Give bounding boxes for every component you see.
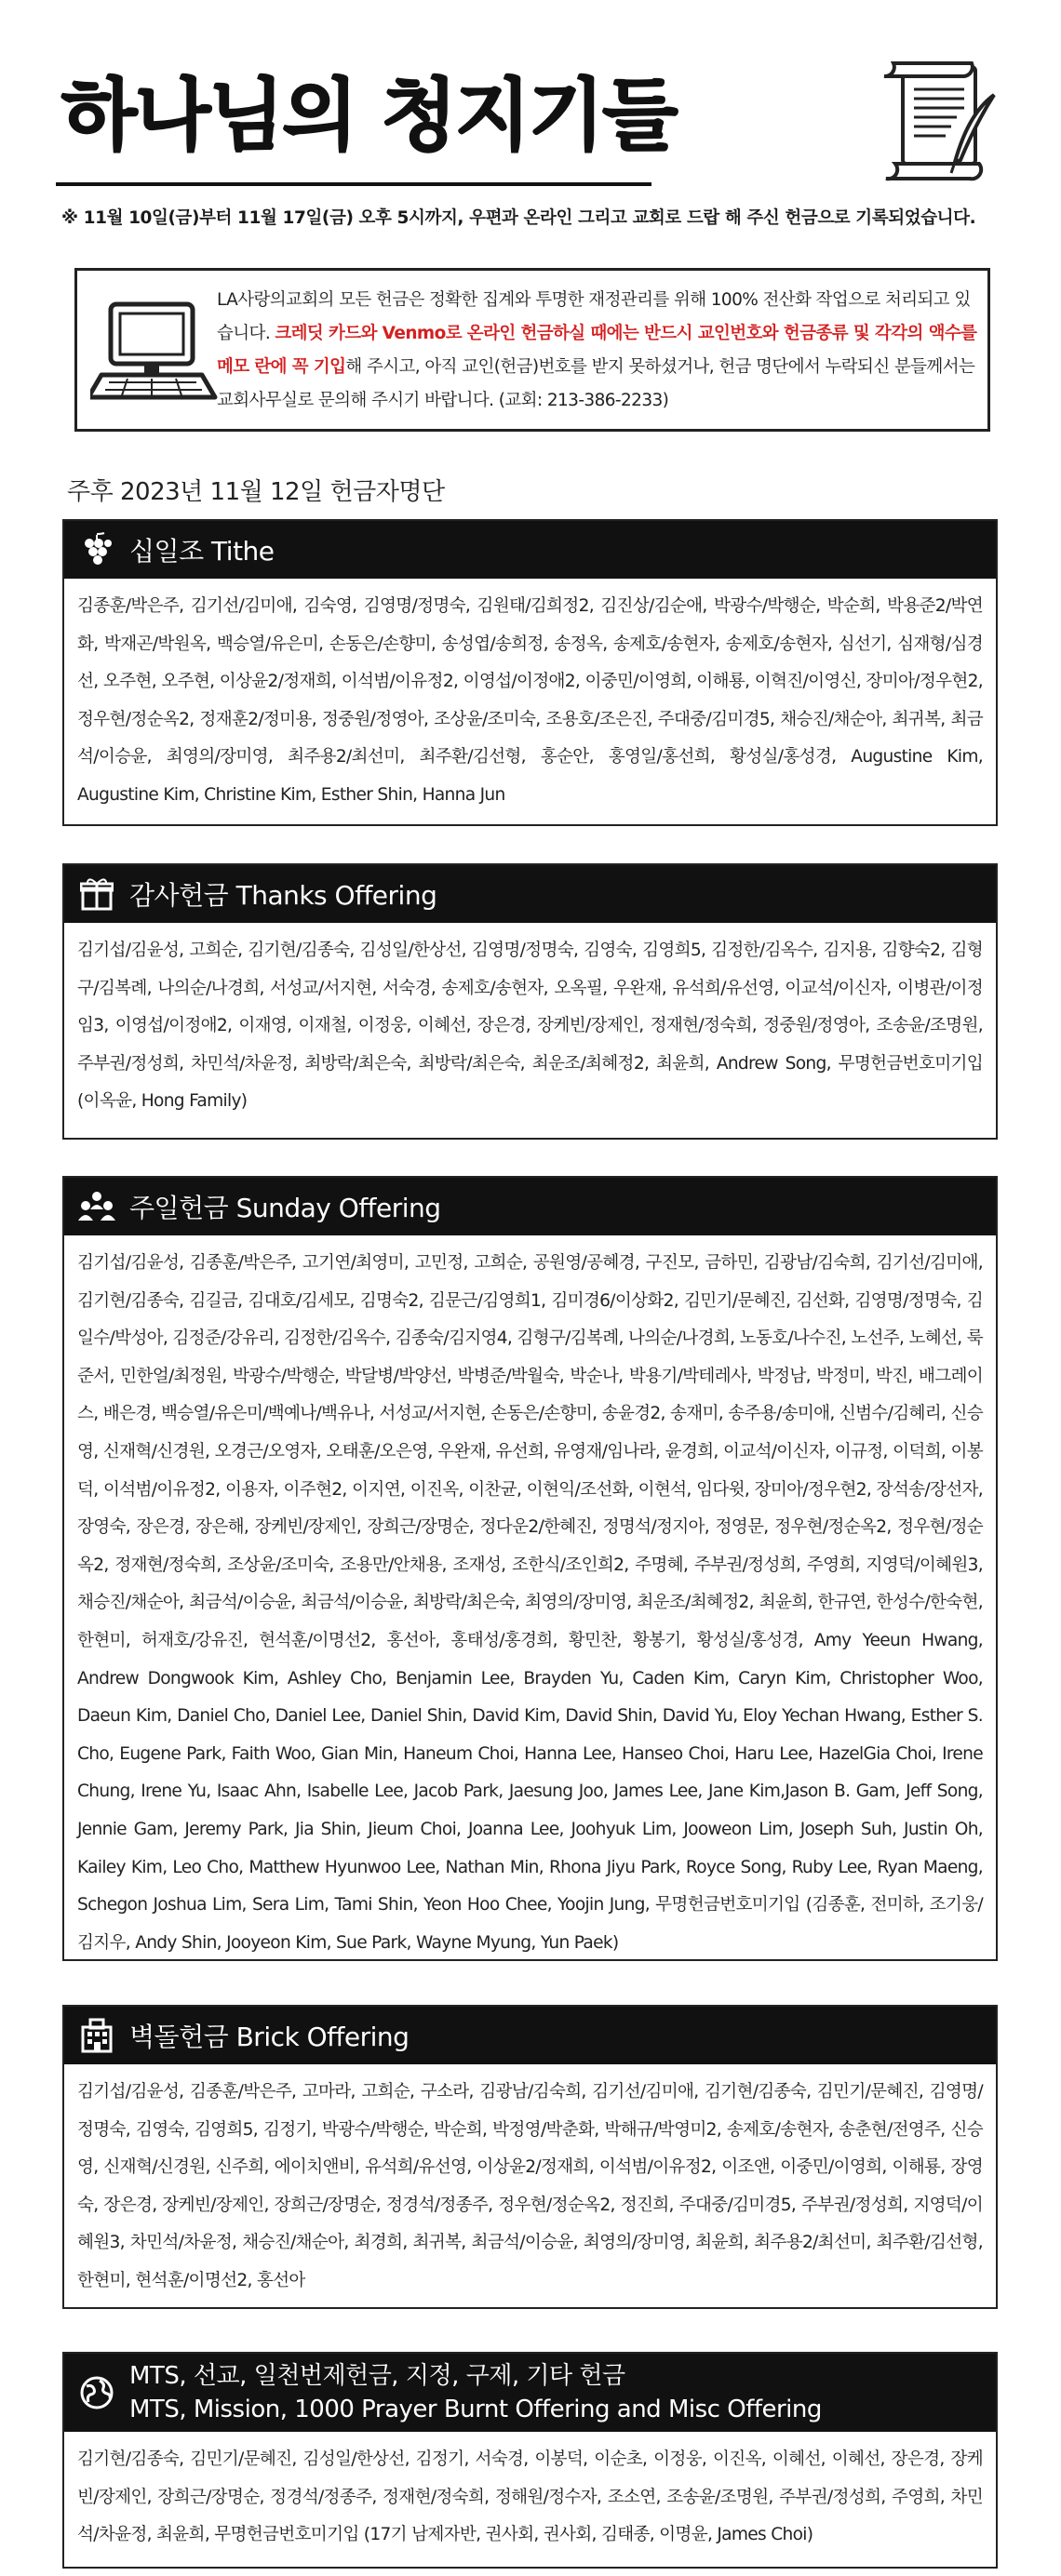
info-text bbox=[217, 284, 978, 418]
section-header bbox=[64, 521, 996, 579]
section-brick bbox=[62, 2005, 998, 2309]
building-icon bbox=[77, 2016, 116, 2055]
donor-list: 김기섭/김윤성, 고희순, 김기현/김종숙, 김성일/한상선, 김영명/정명숙, 김영숙, 김영희5, 김정한/김옥수, 김지용, 김향숙2, 김형구/김복례, 나의순/나경희, 서성교/서지현, 서숙경, 송제호/송현자, 오옥필, 우완재, 유석희/유선영, 이교석/이신자, 이병관/이정임3, 이영섭/이정애2, 이재영, 이재철, 이정웅, 이혜선, 장은경, 장케빈/장제인, 정재현/정숙희, 정중원/정영아, 조송윤/조명원, 주부권/정성희, 차민석/차윤정, 최방락/최은숙, 최방락/최은숙, 최운조/최혜정2, 최윤희, Andrew Song, 무명헌금번호미기입 (이옥윤, Hong Family) bbox=[77, 941, 983, 1112]
week-title: 주후 2023년 11월 12일 헌금자명단 bbox=[67, 478, 445, 506]
people-icon bbox=[77, 1187, 116, 1226]
section-mts bbox=[62, 2352, 998, 2569]
section-subtitle: MTS, Mission, 1000 Prayer Burnt Offering and Misc Offering bbox=[129, 2396, 822, 2423]
document-quill-icon bbox=[877, 58, 998, 197]
section-title-group bbox=[129, 2359, 822, 2426]
section-tithe bbox=[62, 519, 998, 826]
recording-notice: ※ 11월 10일(금)부터 11월 17일(금) 오후 5시까지, 우편과 온라인 그리고 교회로 드랍 해 주신 헌금으로 기록되었습니다. bbox=[61, 208, 976, 228]
globe-icon bbox=[77, 2373, 116, 2412]
section-thanks bbox=[62, 863, 998, 1140]
section-header bbox=[64, 2007, 996, 2064]
grapes-icon bbox=[77, 530, 116, 569]
section-header bbox=[64, 865, 996, 923]
donor-list: 김기섭/김윤성, 김종훈/박은주, 고마라, 고희순, 구소라, 김광남/김숙희, 김기선/김미애, 김기현/김종숙, 김민기/문혜진, 김영명/정명숙, 김영숙, 김영희5, 김정기, 박광수/박행순, 박순희, 박정영/박춘화, 박해규/박영미2, 송제호/송현자, 송춘현/전영주, 신승영, 신재혁/신경원, 신주희, 에이치앤비, 유석희/유선영, 이상윤2/정재희, 이석범/이유정2, 이조앤, 이중민/이영희, 이해룡, 장영숙, 장은경, 장케빈/장제인, 장희근/장명순, 정경석/정종주, 정우현/정순옥2, 정진희, 주대중/김미경5, 주부권/정성희, 지영덕/이혜원3, 차민석/차윤정, 채승진/채순아, 최경희, 최귀복, 최금석/이승윤, 최영의/장미영, 최윤희, 최주용2/최선미, 최주환/김선형, 한현미, 현석훈/이명선2, 홍선아 bbox=[77, 2082, 983, 2290]
title-underline bbox=[56, 182, 651, 186]
page-title: 하나님의 청지기들 bbox=[61, 70, 677, 161]
info-text-highlight: 크레딧 카드와 Venmo로 온라인 헌금하실 때에는 반드시 교인번호와 헌금종류 및 각각의 액수를 메모 란에 꼭 기입 bbox=[217, 324, 977, 377]
donor-list: 김기섭/김윤성, 김종훈/박은주, 고기연/최영미, 고민정, 고희순, 공원영/공혜경, 구진모, 금하민, 김광남/김숙희, 김기선/김미애, 김기현/김종숙, 김길금, 김대호/김세모, 김명숙2, 김문근/김영희1, 김미경6/이상화2, 김민기/문혜진, 김선화, 김영명/정명숙, 김일수/박성아, 김정준/강유리, 김정한/김옥수, 김종숙/김지영4, 김형구/김복례, 나의순/나경희, 노동호/나수진, 노선주, 노혜선, 룩준서, 민한얼/최정원, 박광수/박행순, 박달병/박양선, 박병준/박월숙, 박순나, 박용기/박테레사, 박정남, 박정미, 박진, 배그레이스, 배은경, 백승열/유은미/백예나/백유나, 서성교/서지현, 손동은/손향미, 송윤경2, 송재미, 송주용/송미애, 신범수/김혜리, 신승영, 신재혁/신경원, 오경근/오영자, 오태훈/오은영, 우완재, 유선희, 유영재/임나라, 윤경희, 이교석/이신자, 이규정, 이덕희, 이봉덕, 이석범/이유정2, 이용자, 이주현2, 이지연, 이진옥, 이찬균, 이현익/조선화, 이현석, 임다윗, 장미아/정우현2, 장석송/장선자, 장영숙, 장은경, 장은해, 장케빈/장제인, 장희근/장명순, 정다운2/한혜진, 정명석/정지아, 정영문, 정우현/정순옥2, 정우현/정순옥2, 정재현/정숙희, 조상윤/조미숙, 조용만/안채용, 조재성, 조한식/조인희2, 주명혜, 주부권/정성희, 주영희, 지영덕/이혜원3, 채승진/채순아, 최금석/이승윤, 최금석/이승윤, 최방락/최은숙, 최영의/장미영, 최운조/최혜정2, 최윤희, 한규연, 한성수/한숙현, 한현미, 허재호/강유진, 현석훈/이명선2, 홍선아, 홍태성/홍경희, 황민찬, 황봉기, 황성실/홍성경, Amy Yeeun Hwang, Andrew Dongwook Kim, Ashley Cho, Benjamin Lee, Brayden Yu, Caden Kim, Caryn Kim, Christopher Woo, Daeun Kim, Daniel Cho, Daniel Lee, Daniel Shin, David Kim, David Shin, David Yu, Eloy Yechan Hwang, Esther S. Cho, Eugene Park, Faith Woo, Gian Min, Haneum Choi, Hanna Lee, Hanseo Choi, Haru Lee, HazelGia Choi, Irene Chung, Irene Yu, Isaac Ahn, Isabelle Lee, Jacob Park, Jaesung Joo, James Lee, Jane Kim,Jason B. Gam, Jeff Song, Jennie Gam, Jeremy Park, Jia Shin, Jieum Choi, Joanna Lee, Joohyuk Lim, Jooweon Lim, Joseph Suh, Justin Oh, Kailey Kim, Leo Cho, Matthew Hyunwoo Lee, Nathan Min, Rhona Jiyu Park, Royce Song, Ruby Lee, Ryan Maeng, Schegon Joshua Lim, Sera Lim, Tami Shin, Yeon Hoo Chee, Yoojin Jung, 무명헌금번호미기입 (김종훈, 전미하, 조기웅/김지우, Andy Shin, Jooyeon Kim, Sue Park, Wayne Myung, Yun Paek) bbox=[77, 1253, 983, 1953]
section-header bbox=[64, 1178, 996, 1235]
donor-list: 김기현/김종숙, 김민기/문혜진, 김성일/한상선, 김정기, 서숙경, 이봉덕, 이순초, 이정웅, 이진옥, 이혜선, 이혜선, 장은경, 장케빈/장제인, 장희근/장명순, 정경석/정종주, 정재현/정숙희, 정해원/정수자, 조소연, 조송윤/조명원, 주부권/정성희, 주영희, 차민석/차윤정, 최윤희, 무명헌금번호미기입 (17기 남제자반, 권사회, 권사회, 김태종, 이명윤, James Choi) bbox=[77, 2449, 983, 2545]
info-text-plain: LA사랑의교회의 모든 헌금은 정확한 집계와 투명한 재정관리를 위해 100% 전산화 작업으로 처리되고 있습니다. bbox=[217, 290, 971, 343]
donor-list: 김종훈/박은주, 김기선/김미애, 김숙영, 김영명/정명숙, 김원태/김희정2, 김진상/김순애, 박광수/박행순, 박순희, 박용준2/박연화, 박재곤/박원옥, 백승열/유은미, 손동은/손향미, 송성엽/송희정, 송정옥, 송제호/송현자, 송제호/송현자, 심선기, 심재형/심경선, 오주현, 오주현, 이상윤2/정재희, 이석범/이유정2, 이영섭/이정애2, 이중민/이영희, 이해룡, 이혁진/이영신, 장미아/정우현2, 정우현/정순옥2, 정재훈2/정미용, 정중원/정영아, 조상윤/조미숙, 조용호/조은진, 주대중/김미경5, 채승진/채순아, 최귀복, 최금석/이승윤, 최영의/장미영, 최주용2/최선미, 최주환/김선형, 홍순안, 홍영일/홍선희, 황성실/홍성경, Augustine Kim, Augustine Kim, Christine Kim, Esther Shin, Hanna Jun bbox=[77, 596, 983, 805]
section-header bbox=[64, 2354, 996, 2432]
section-title: 벽돌헌금 Brick Offering bbox=[129, 2022, 410, 2052]
computer-icon bbox=[90, 300, 221, 403]
gift-icon bbox=[77, 874, 116, 914]
info-text-plain-2: 해 주시고, 아직 교인(헌금)번호를 받지 못하셨거나, 헌금 명단에서 누락되신 분들께서는 교회사무실로 문의해 주시기 바랍니다. (교회: 213-386-2233) bbox=[217, 357, 975, 410]
section-sunday bbox=[62, 1176, 998, 1961]
info-box bbox=[74, 268, 990, 432]
section-title: MTS, 선교, 일천번제헌금, 지정, 구제, 기타 헌금 bbox=[129, 2362, 625, 2390]
section-title: 십일조 Tithe bbox=[129, 536, 275, 567]
section-title: 감사헌금 Thanks Offering bbox=[129, 880, 437, 911]
section-title: 주일헌금 Sunday Offering bbox=[129, 1193, 441, 1223]
